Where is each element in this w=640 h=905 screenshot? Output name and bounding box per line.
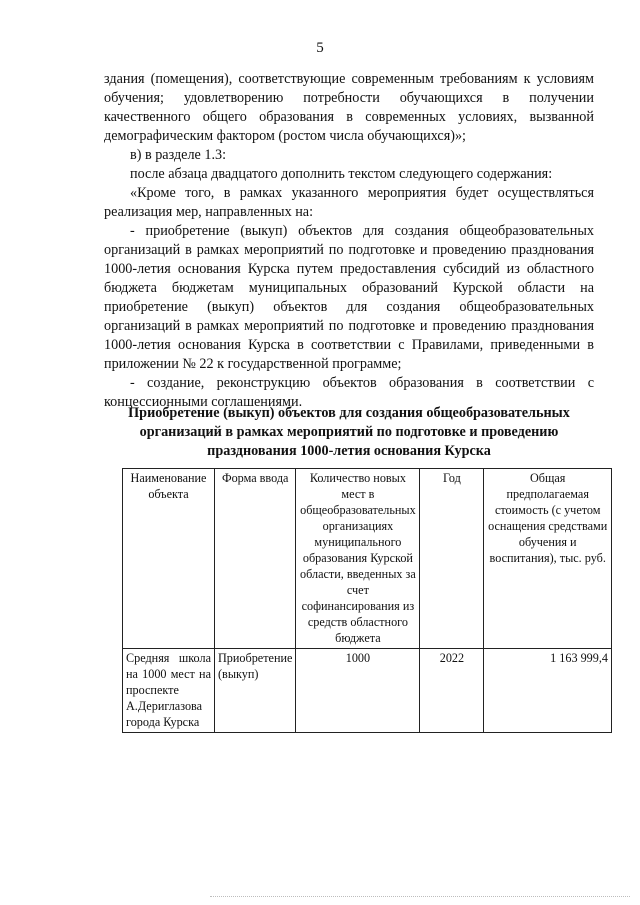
cell-new-places: 1000 [296, 649, 420, 733]
table-heading: Приобретение (выкуп) объектов для создания общеобразовательных организаций в рамках мероприятий по подготовке и проведению празднования 1000-летия основания Курска [128, 405, 570, 459]
scan-artifact-line [210, 896, 630, 899]
body-text [104, 70, 594, 412]
header-year: Год [420, 469, 484, 649]
paragraph-section-ref: в) в разделе 1.3: [130, 147, 227, 163]
paragraph-item-creation: - создание, реконструкцию объектов образования в соответствии с концессионными соглашениями. [104, 375, 594, 410]
cell-total-cost: 1 163 999,4 [484, 649, 612, 733]
cell-object-name: Средняя школа на 1000 мест на проспекте А.Дериглазова города Курска [123, 649, 215, 733]
header-input-form: Форма ввода [215, 469, 296, 649]
table-header-row [123, 469, 612, 649]
paragraph-continuation: здания (помещения), соответствующие современным требованиям к условиям обучения; удовлетворению потребности обучающихся в получении качественного общего образования в современных условиях, вызванной демографическим фактором (ростом числа обучающихся)»; [104, 71, 594, 144]
cell-input-form: Приобретение (выкуп) [215, 649, 296, 733]
page-number: 5 [316, 40, 324, 56]
paragraph-instruction: после абзаца двадцатого дополнить текстом следующего содержания: [130, 166, 553, 182]
objects-table [122, 468, 612, 733]
header-new-places: Количество новых мест в общеобразовательных организациях муниципального образования Курской области, введенных за счет софинансирования из средств областного бюджета [296, 469, 420, 649]
cell-year: 2022 [420, 649, 484, 733]
paragraph-quote-start: «Кроме того, в рамках указанного мероприятия будет осуществляться реализация мер, направленных на: [104, 185, 594, 220]
paragraph-item-purchase: - приобретение (выкуп) объектов для создания общеобразовательных организаций в рамках мероприятий по подготовке и проведению празднования 1000-летия основания Курска путем предоставления субсидий из областного бюджета бюджетам муниципальных образований Курской области на приобретение (выкуп) объектов для создания общеобразовательных организаций в рамках мероприятий по подготовке и проведению празднования 1000-летия основания Курска в соответствии с Правилами, приведенными в приложении № 22 к государственной программе; [104, 223, 594, 372]
header-total-cost: Общая предполагаемая стоимость (с учетом оснащения средствами обучения и воспитания), тыс. руб. [484, 469, 612, 649]
table-row [123, 649, 612, 733]
header-object-name: Наименование объекта [123, 469, 215, 649]
